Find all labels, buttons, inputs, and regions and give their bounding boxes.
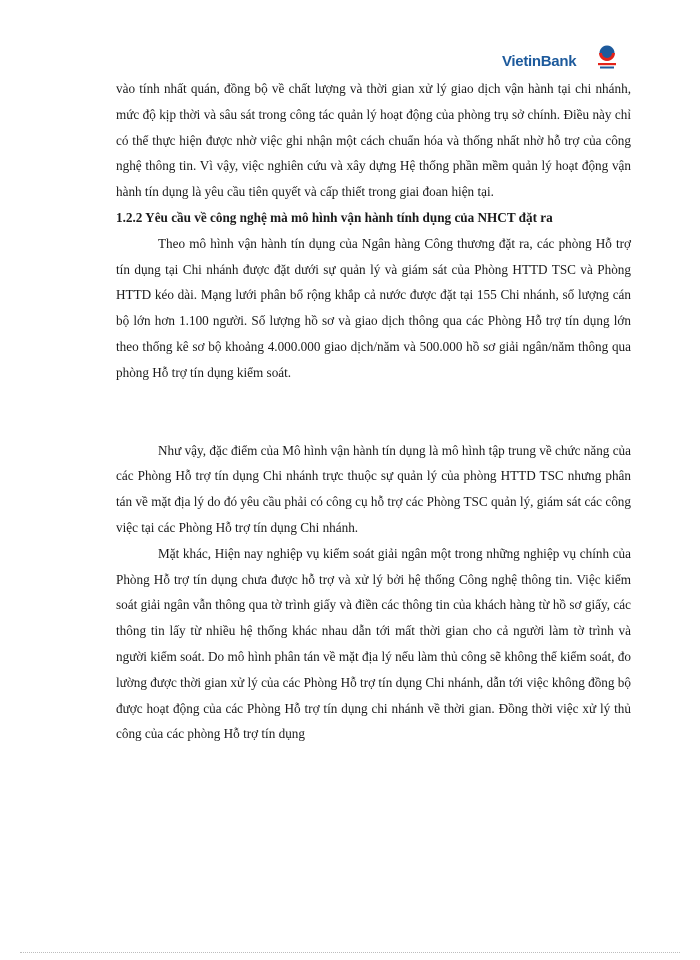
logo-mark-icon (596, 44, 618, 70)
paragraph-disbursement-control: Mặt khác, Hiện nay nghiệp vụ kiểm soát giải ngân một trong những nghiệp vụ chính của Phòng Hỗ trợ tín dụng chưa được hỗ trợ và xử lý bởi hệ thống Công nghệ thông tin. Việc kiểm soát giải ngân vẫn thông qua tờ trình giấy và điền các thông tin của khách hàng từ hồ sơ giấy, các thông tin lấy từ nhiều hệ thống khác nhau dẫn tới mất thời gian cho cả người làm tờ trình và người kiểm soát. Do mô hình phân tán về mặt địa lý nếu làm thủ công sẽ không thể kiểm soát, đo lường được thời gian xử lý của các Phòng Hỗ trợ tín dụng Chi nhánh, dẫn tới việc không đồng bộ được hoạt động của các Phòng Hỗ trợ tín dụng chi nhánh về thời gian. Đồng thời việc xử lý thủ công của các phòng Hỗ trợ tín dụng (116, 545, 631, 742)
paragraph-continuation: vào tính nhất quán, đồng bộ về chất lượng và thời gian xử lý giao dịch vận hành tại chi nhánh, mức độ kịp thời và sâu sát trong công tác quản lý hoạt động của phòng trụ sở chính. Điều này chỉ có thể thực hiện được nhờ việc ghi nhận một cách chuẩn hóa và thống nhất nhờ hỗ trợ của công nghệ thông tin. Vì vậy, việc nghiên cứu và xây dựng Hệ thống phần mềm quản lý hoạt động vận hành tín dụng là yêu cầu tiên quyết và cấp thiết trong giai đoan hiện tại. (116, 81, 631, 200)
blank-space (116, 386, 631, 438)
paragraph-characteristics: Như vậy, đặc điểm của Mô hình vận hành tín dụng là mô hình tập trung về chức năng của các Phòng Hỗ trợ tín dụng Chi nhánh trực thuộc sự quản lý của phòng HTTD TSC nhưng phân tán về mặt địa lý do đó yêu cầu phải có công cụ hỗ trợ các Phòng TSC quản lý, giám sát các công việc tại các Phòng Hỗ trợ tín dụng Chi nhánh. (116, 442, 631, 535)
vietinbank-logo (502, 44, 622, 74)
logo-text: VietinBank (502, 53, 577, 70)
section-heading: 1.2.2 Yêu cầu về công nghệ mà mô hình vận hành tính dụng của NHCT đặt ra (116, 209, 553, 225)
paragraph-operating-model: Theo mô hình vận hành tín dụng của Ngân hàng Công thương đặt ra, các phòng Hỗ trợ tín dụng tại Chi nhánh được đặt dưới sự quản lý và giám sát của Phòng HTTD TSC và Phòng HTTD kéo dài. Mạng lưới phân bổ rộng khắp cả nước được đặt tại 155 Chi nhánh, số lượng cán bộ lớn hơn 1.100 người. Số lượng hồ sơ và giao dịch thông qua các Phòng Hỗ trợ tín dụng lớn theo thống kê sơ bộ khoảng 4.000.000 giao dịch/năm và 500.000 hồ sơ giải ngân/năm thông qua phòng Hỗ trợ tín dụng kiểm soát. (116, 235, 631, 380)
document-body (116, 76, 631, 747)
page-bottom-divider (20, 952, 680, 953)
